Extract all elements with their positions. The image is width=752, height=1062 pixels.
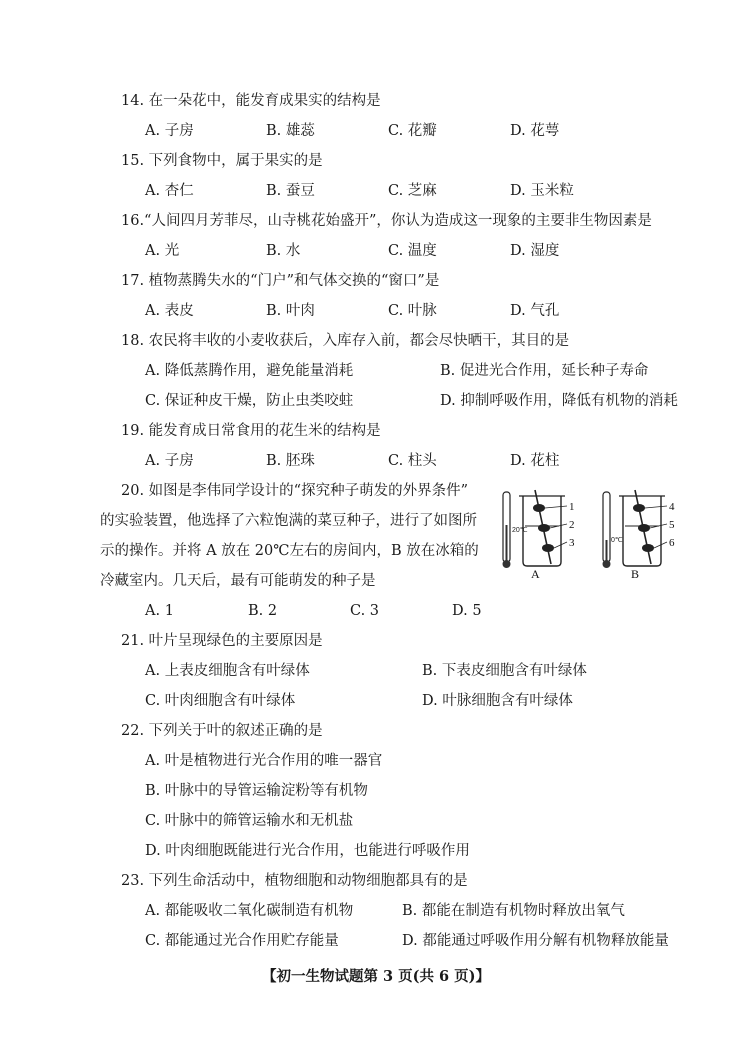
option-d: D. 叶脉细胞含有叶绿体 — [422, 693, 573, 709]
option-b: B. 叶肉 — [266, 303, 315, 319]
question-stem: 21. 叶片呈现绿色的主要原因是 — [121, 633, 323, 649]
option-22-c — [0, 808, 752, 834]
option-b: B. 雄蕊 — [266, 123, 315, 139]
experiment-diagram — [495, 480, 695, 580]
option-d: D. 花柱 — [510, 453, 560, 469]
question-stem: 19. 能发育成日常食用的花生米的结构是 — [121, 423, 381, 439]
options-17 — [0, 298, 752, 324]
question-stem: 的实验装置，他选择了六粒饱满的菜豆种子，进行了如图所 — [100, 513, 477, 529]
pointer-4 — [645, 506, 667, 508]
question-23 — [0, 868, 752, 894]
option-c: C. 叶脉中的筛管运输水和无机盐 — [145, 813, 354, 829]
question-21 — [0, 628, 752, 654]
option-a: A. 1 — [145, 603, 174, 619]
option-d: D. 玉米粒 — [510, 183, 574, 199]
question-stem: 15. 下列食物中，属于果实的是 — [121, 153, 323, 169]
option-c: C. 叶肉细胞含有叶绿体 — [145, 693, 296, 709]
seed-6 — [642, 544, 654, 552]
option-a: A. 杏仁 — [145, 183, 194, 199]
options-14 — [0, 118, 752, 144]
option-d: D. 5 — [452, 603, 482, 619]
question-stem: 14. 在一朵花中，能发育成果实的结构是 — [121, 93, 381, 109]
question-15 — [0, 148, 752, 174]
option-a: A. 表皮 — [145, 303, 194, 319]
question-stem: 22. 下列关于叶的叙述正确的是 — [121, 723, 323, 739]
seed-germination-figure — [495, 480, 695, 580]
seed-label-5: 5 — [669, 519, 675, 531]
option-c: C. 花瓣 — [388, 123, 437, 139]
option-d: D. 湿度 — [510, 243, 560, 259]
question-22 — [0, 718, 752, 744]
option-d: D. 气孔 — [510, 303, 560, 319]
question-stem: 示的操作。并将 A 放在 20℃左右的房间内，B 放在冰箱的 — [100, 543, 479, 559]
option-c: C. 3 — [350, 603, 380, 619]
options-21-row2 — [0, 688, 752, 714]
question-18 — [0, 328, 752, 354]
seed-label-2: 2 — [569, 519, 575, 531]
options-16 — [0, 238, 752, 264]
option-d: D. 抑制呼吸作用，降低有机物的消耗 — [440, 393, 678, 409]
thermometer-a-label: 20℃ — [512, 527, 528, 534]
question-stem: 冷藏室内。几天后，最有可能萌发的种子是 — [100, 573, 376, 589]
option-c: C. 芝麻 — [388, 183, 437, 199]
options-23-row1 — [0, 898, 752, 924]
options-18-row1 — [0, 358, 752, 384]
option-a: A. 子房 — [145, 123, 194, 139]
option-d: D. 花萼 — [510, 123, 560, 139]
question-stem: 16.“人间四月芳菲尽，山寺桃花始盛开”，你认为造成这一现象的主要非生物因素是 — [121, 213, 652, 229]
options-18-row2 — [0, 388, 752, 414]
seed-1 — [533, 504, 545, 512]
option-a: A. 子房 — [145, 453, 194, 469]
options-21-row1 — [0, 658, 752, 684]
option-b: B. 胚珠 — [266, 453, 315, 469]
seed-label-1: 1 — [569, 501, 575, 513]
setup-a — [503, 490, 576, 580]
pointer-1 — [545, 506, 567, 508]
thermometer-b-label: 0℃ — [611, 537, 623, 544]
option-b: B. 都能在制造有机物时释放出氧气 — [402, 903, 625, 919]
seed-label-6: 6 — [669, 537, 675, 549]
option-22-a — [0, 748, 752, 774]
option-22-b — [0, 778, 752, 804]
question-stem: 20. 如图是李伟同学设计的“探究种子萌发的外界条件” — [121, 483, 468, 499]
setup-b-label: B — [631, 567, 640, 580]
question-stem: 17. 植物蒸腾失水的“门户”和气体交换的“窗口”是 — [121, 273, 440, 289]
option-c: C. 柱头 — [388, 453, 437, 469]
seed-4 — [633, 504, 645, 512]
setup-b — [603, 490, 676, 580]
page-footer: 【初一生物试题第 3 页(共 6 页)】 — [261, 968, 491, 985]
option-22-d — [0, 838, 752, 864]
option-b: B. 下表皮细胞含有叶绿体 — [422, 663, 587, 679]
option-b: B. 促进光合作用，延长种子寿命 — [440, 363, 649, 379]
option-b: B. 2 — [248, 603, 278, 619]
option-a: A. 都能吸收二氧化碳制造有机物 — [145, 903, 354, 919]
option-a: A. 叶是植物进行光合作用的唯一器官 — [145, 753, 383, 769]
option-c: C. 保证种皮干燥，防止虫类咬蛀 — [145, 393, 354, 409]
option-c: C. 都能通过光合作用贮存能量 — [145, 933, 339, 949]
seed-label-3: 3 — [569, 537, 575, 549]
seed-5 — [638, 524, 650, 532]
seed-3 — [542, 544, 554, 552]
option-c: C. 温度 — [388, 243, 437, 259]
option-c: C. 叶脉 — [388, 303, 437, 319]
option-b: B. 水 — [266, 243, 301, 259]
option-b: B. 蚕豆 — [266, 183, 315, 199]
option-a: A. 光 — [145, 243, 180, 259]
option-d: D. 叶肉细胞既能进行光合作用，也能进行呼吸作用 — [145, 843, 470, 859]
option-a: A. 降低蒸腾作用，避免能量消耗 — [145, 363, 354, 379]
seed-label-4: 4 — [669, 501, 675, 513]
options-20 — [0, 598, 752, 624]
question-19 — [0, 418, 752, 444]
options-15 — [0, 178, 752, 204]
setup-a-label: A — [531, 567, 540, 580]
question-stem: 23. 下列生命活动中，植物细胞和动物细胞都具有的是 — [121, 873, 468, 889]
option-d: D. 都能通过呼吸作用分解有机物释放能量 — [402, 933, 669, 949]
option-a: A. 上表皮细胞含有叶绿体 — [145, 663, 310, 679]
question-stem: 18. 农民将丰收的小麦收获后，入库存入前，都会尽快晒干，其目的是 — [121, 333, 570, 349]
seed-2 — [538, 524, 550, 532]
question-16 — [0, 208, 752, 234]
option-b: B. 叶脉中的导管运输淀粉等有机物 — [145, 783, 368, 799]
question-14 — [0, 88, 752, 114]
options-19 — [0, 448, 752, 474]
question-17 — [0, 268, 752, 294]
options-23-row2 — [0, 928, 752, 954]
